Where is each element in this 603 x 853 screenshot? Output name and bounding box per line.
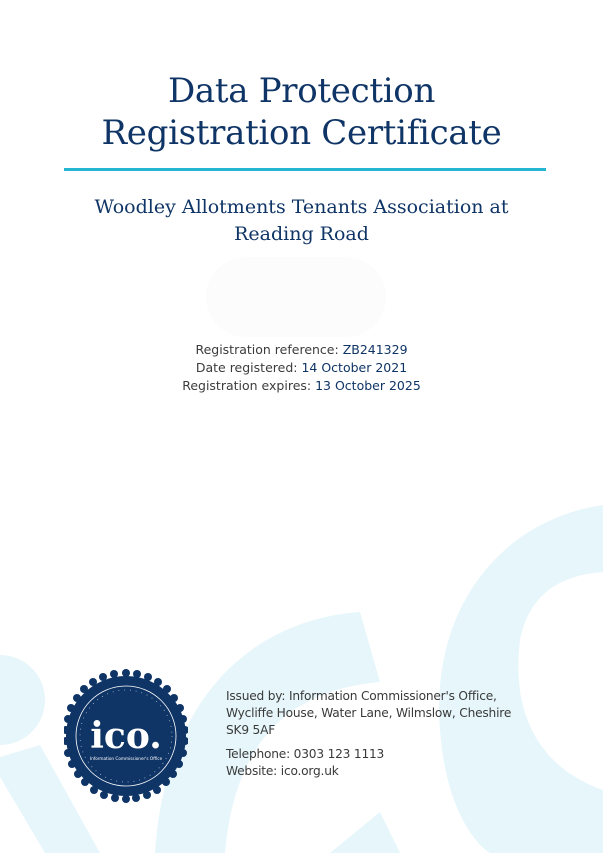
seal-subtitle: Information Commissioner's Office xyxy=(89,756,163,761)
issued-by-line-3: SK9 5AF xyxy=(226,723,276,737)
title-line-2: Registration Certificate xyxy=(101,113,502,153)
reference-value: ZB241329 xyxy=(342,342,408,357)
issued-by-line-2: Wycliffe House, Water Lane, Wilmslow, Cheshire xyxy=(226,706,512,720)
registration-details xyxy=(0,341,603,395)
redacted-area xyxy=(206,257,386,337)
organisation-line-2: Reading Road xyxy=(234,223,369,245)
date-registered-value: 14 October 2021 xyxy=(301,360,408,375)
registration-expires xyxy=(0,377,603,395)
expires-label: Registration expires: xyxy=(182,378,312,393)
issuer-details xyxy=(226,688,546,780)
website: Website: ico.org.uk xyxy=(226,764,339,778)
registration-reference xyxy=(0,341,603,359)
date-registered-label: Date registered: xyxy=(195,360,298,375)
certificate-title xyxy=(0,70,603,154)
organisation-line-1: Woodley Allotments Tenants Association at xyxy=(94,196,509,218)
title-line-1: Data Protection xyxy=(167,71,436,111)
ico-seal-logo xyxy=(64,668,188,804)
expires-value: 13 October 2025 xyxy=(315,378,421,393)
organisation-name xyxy=(60,194,543,248)
issued-by-line-1: Issued by: Information Commissioner's Office, xyxy=(226,689,497,703)
telephone: Telephone: 0303 123 1113 xyxy=(226,747,385,761)
date-registered xyxy=(0,359,603,377)
title-divider xyxy=(64,168,546,171)
reference-label: Registration reference: xyxy=(195,342,339,357)
seal-logo-text: ico. xyxy=(90,715,162,757)
